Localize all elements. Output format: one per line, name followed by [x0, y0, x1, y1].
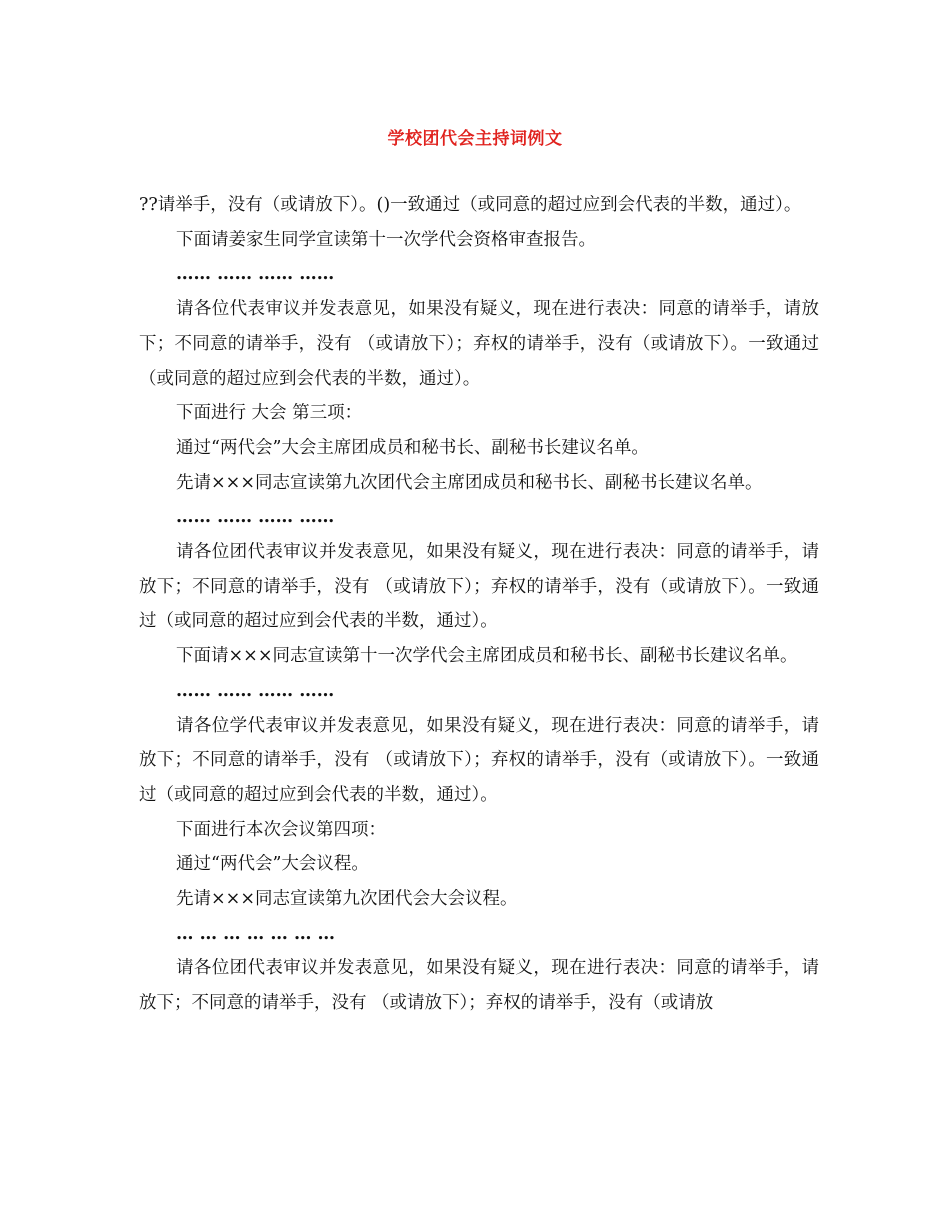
body-paragraph: 下面请×××同志宣读第十一次学代会主席团成员和秘书长、副秘书长建议名单。	[176, 646, 798, 667]
body-paragraph: 通过“两代会”大会议程。	[176, 854, 369, 875]
body-paragraph: 先请×××同志宣读第九次团代会主席团成员和秘书长、副秘书长建议名单。	[176, 472, 763, 493]
body-paragraph: 请各位代表审议并发表意见，如果没有疑义，现在进行表决：同意的请举手，请放下；不同意的请举手，没有 （或请放下）；弃权的请举手，没有（或请放下）。一致通过（或同意的超过应到会代表的半数，通过）。	[139, 299, 819, 389]
ellipsis-line: …… …… …… ……	[176, 680, 335, 701]
body-paragraph: 通过“两代会”大会主席团成员和秘书长、副秘书长建议名单。	[176, 437, 649, 458]
body-paragraph: 下面请姜家生同学宣读第十一次学代会资格审查报告。	[176, 229, 596, 250]
document-title: 学校团代会主持词例文	[387, 129, 563, 149]
body-paragraph: 先请×××同志宣读第九次团代会大会议程。	[176, 889, 518, 910]
body-paragraph: 请各位学代表审议并发表意见，如果没有疑义，现在进行表决：同意的请举手，请放下；不同意的请举手，没有 （或请放下）；弃权的请举手，没有（或请放下）。一致通过（或同意的超过应到会代表的半数，通过）。	[139, 715, 819, 805]
body-paragraph: 下面进行 大会 第三项：	[176, 403, 363, 424]
body-paragraph: ??请举手，没有（或请放下）。()一致通过（或同意的超过应到会代表的半数，通过）。	[139, 195, 802, 215]
ellipsis-line: …… …… …… ……	[176, 264, 335, 285]
body-paragraph: 请各位团代表审议并发表意见，如果没有疑义，现在进行表决：同意的请举手，请放下；不同意的请举手，没有 （或请放下）；弃权的请举手，没有（或请放	[139, 958, 819, 1014]
ellipsis-line: … … … … … … …	[176, 923, 336, 944]
ellipsis-line: …… …… …… ……	[176, 507, 335, 528]
body-paragraph: 请各位团代表审议并发表意见，如果没有疑义，现在进行表决：同意的请举手，请放下；不同意的请举手，没有 （或请放下）；弃权的请举手，没有（或请放下）。一致通过（或同意的超过应到会代表的半数，通过）。	[139, 542, 819, 632]
body-paragraph: 下面进行本次会议第四项：	[176, 819, 386, 840]
document-body	[139, 188, 819, 1021]
